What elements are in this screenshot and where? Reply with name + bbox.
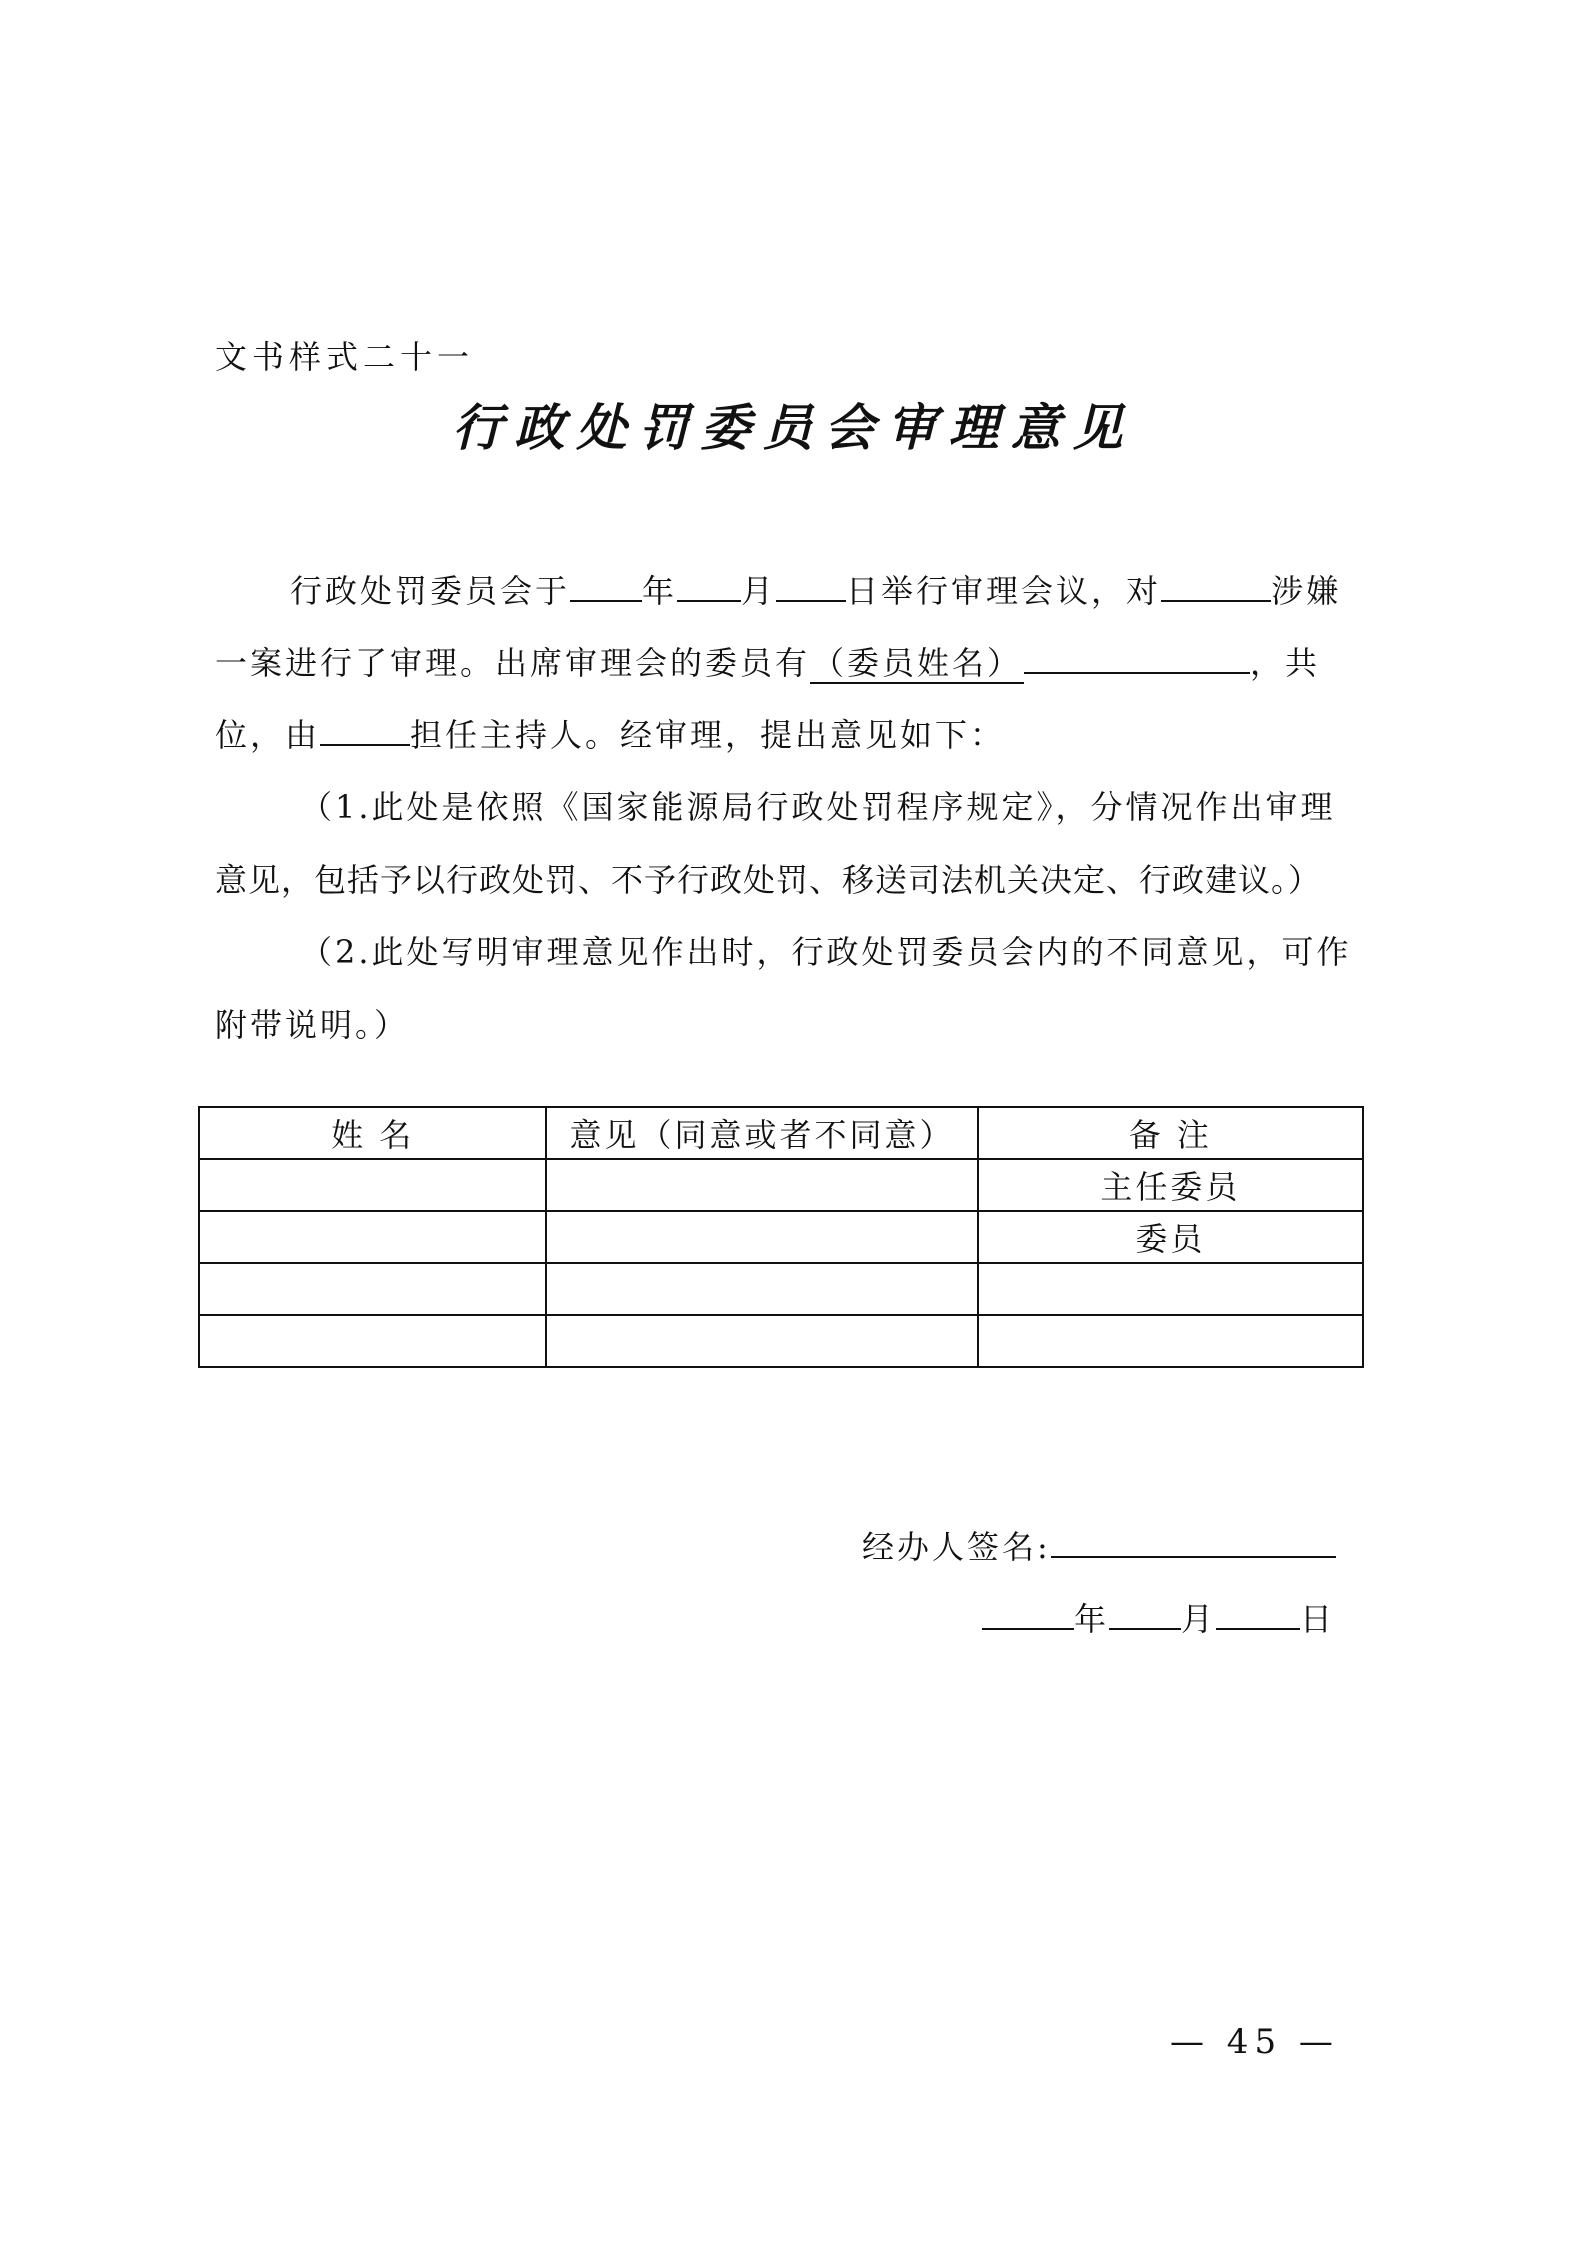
paragraph-line-1 bbox=[290, 566, 1470, 612]
paragraph-line-3 bbox=[215, 710, 1395, 756]
header-opinion: 意见（同意或者不同意） bbox=[546, 1107, 977, 1159]
table-header-row bbox=[199, 1107, 1363, 1159]
text-segment: 担任主持人。经审理，提出意见如下： bbox=[410, 716, 1006, 754]
cell-name[interactable] bbox=[199, 1315, 546, 1367]
cell-remarks[interactable] bbox=[978, 1263, 1363, 1315]
text-segment: 一案进行了审理。出席审理会的委员有 bbox=[215, 644, 811, 682]
table-row bbox=[199, 1263, 1363, 1315]
text-segment: ，共 bbox=[1250, 644, 1321, 682]
members-fill[interactable]: （委员姓名） bbox=[812, 644, 1023, 682]
date-day-label: 日 bbox=[1300, 1600, 1336, 1638]
cell-opinion[interactable] bbox=[546, 1315, 977, 1367]
blank-host[interactable] bbox=[320, 714, 410, 746]
cell-opinion[interactable] bbox=[546, 1211, 977, 1263]
date-year-label: 年 bbox=[1074, 1600, 1110, 1638]
cell-name[interactable] bbox=[199, 1159, 546, 1211]
text-segment: 行政处罚委员会于 bbox=[290, 572, 571, 610]
date-month-blank[interactable] bbox=[1109, 1598, 1181, 1630]
text-segment: 位，由 bbox=[215, 716, 321, 754]
paragraph-line-2 bbox=[215, 638, 1395, 684]
signature-blank[interactable] bbox=[1051, 1526, 1336, 1558]
text-segment: 日举行审理会议，对 bbox=[846, 572, 1162, 610]
cell-opinion[interactable] bbox=[546, 1159, 977, 1211]
date-line bbox=[982, 1594, 1335, 1640]
blank-day[interactable] bbox=[776, 570, 846, 602]
table-row bbox=[199, 1315, 1363, 1367]
date-month-label: 月 bbox=[1181, 1600, 1217, 1638]
text-segment: 年 bbox=[642, 572, 678, 610]
cell-opinion[interactable] bbox=[546, 1263, 977, 1315]
blank-year[interactable] bbox=[570, 570, 642, 602]
blank-members[interactable] bbox=[1024, 642, 1250, 674]
blank-party[interactable] bbox=[1161, 570, 1271, 602]
note-2-line-2: 附带说明。） bbox=[215, 1006, 410, 1044]
blank-month[interactable] bbox=[677, 570, 741, 602]
page-number: — 45 — bbox=[1170, 2022, 1339, 2062]
document-title: 行政处罚委员会审理意见 bbox=[452, 398, 1135, 457]
note-1-line-2: 意见，包括予以行政处罚、不予行政处罚、移送司法机关决定、行政建议。） bbox=[215, 861, 1322, 899]
table-row bbox=[199, 1211, 1363, 1263]
cell-name[interactable] bbox=[199, 1263, 546, 1315]
header-remarks: 备 注 bbox=[978, 1107, 1363, 1159]
text-segment: 涉嫌 bbox=[1271, 572, 1342, 610]
note-2-line-1: （2.此处写明审理意见作出时，行政处罚委员会内的不同意见，可作 bbox=[300, 933, 1352, 971]
note-1-line-1: （1.此处是依照《国家能源局行政处罚程序规定》，分情况作出审理 bbox=[300, 788, 1336, 826]
text-segment: 月 bbox=[741, 572, 777, 610]
opinion-table bbox=[198, 1106, 1364, 1368]
signature-line bbox=[862, 1522, 1336, 1568]
cell-remarks: 委员 bbox=[978, 1211, 1363, 1263]
signature-label: 经办人签名: bbox=[862, 1528, 1051, 1566]
table-row bbox=[199, 1159, 1363, 1211]
date-day-blank[interactable] bbox=[1216, 1598, 1300, 1630]
form-label: 文书样式二十一 bbox=[215, 338, 475, 376]
cell-remarks: 主任委员 bbox=[978, 1159, 1363, 1211]
date-year-blank[interactable] bbox=[982, 1598, 1074, 1630]
cell-name[interactable] bbox=[199, 1211, 546, 1263]
cell-remarks[interactable] bbox=[978, 1315, 1363, 1367]
header-name: 姓 名 bbox=[199, 1107, 546, 1159]
